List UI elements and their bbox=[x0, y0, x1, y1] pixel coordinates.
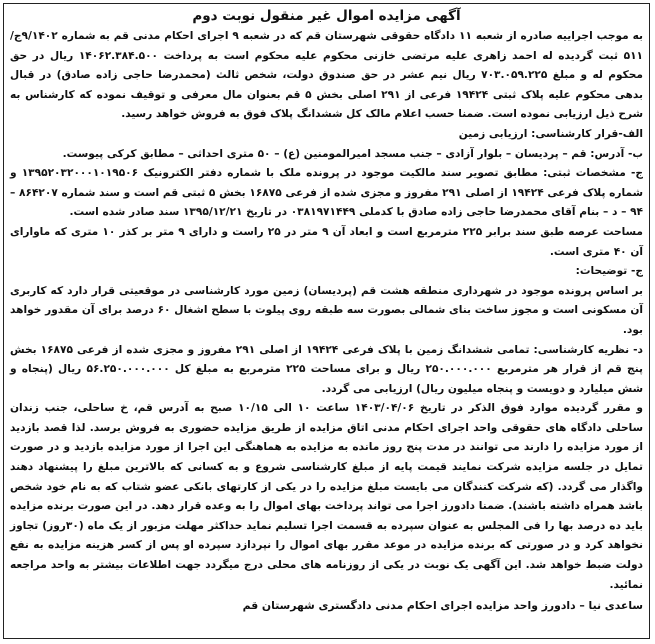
intro-paragraph: به موجب اجراییه صادره از شعبه ۱۱ دادگاه حقوقی شهرستان قم که در شعبه ۹ اجرای احکام مدنی قم به شماره ۹/۱۴۰۲ج/۵۱۱ ثبت گردیده له احمد زاهری علیه مرتضی خازنی محکوم علیه محکوم است به پرداخت ۱۴۰۶۲.۳۸۴.۵۰۰ ریال در حق محکوم له و مبلغ ۷۰۳.۰۵۹.۲۲۵ ریال نیم عشر در حق صندوق دولت، شخص ثالث (محمدرضا حاجی زاده صادق) در قبال بدهی محکوم علیه پلاک ثبتی ۱۹۴۲۴ فرعی از ۲۹۱ اصلی بخش ۵ قم بعنوان مال معرفی و توقیف نموده که کارشناس به شرح ذیل ارزیابی نموده است. ضمنا حسب اعلام مالک کل ششدانگ پلاک فوق به فروش خواهد رسید. bbox=[10, 30, 644, 121]
notice-body bbox=[10, 27, 643, 595]
area-paragraph: مساحت عرصه طبق سند برابر ۲۲۵ مترمربع است و ابعاد آن ۹ متر در ۲۵ راست و دارای ۹ متر بر کذر ۱۰ متری که ماوارای آن ۴۰ متری است. bbox=[10, 225, 643, 258]
registration-details-paragraph: ج- مشخصات ثبتی: مطابق تصویر سند مالکیت موجود در پرونده ملک با شماره دفتر الکترونیک ۱۳۹۵۲۰۳۲۰۰۰۱۰۱۹۵۰۶ و شماره پلاک فرعی ۱۹۴۲۴ از اصلی ۲۹۱ مفروز و مجزی شده از فرعی ۱۶۸۷۵ بخش ۵ ثبتی قم است و سند شماره ۸۶۴۲۰۷ – ۹۴ – د – بنام آقای محمدرضا حاجی زاده صادق با کدملی ۰۳۸۱۹۷۱۴۴۹ در تاریخ ۱۳۹۵/۱۲/۲۱ سند صادر شده است. bbox=[10, 167, 643, 219]
municipality-paragraph: بر اساس پرونده موجود در شهرداری منطقه هشت قم (پردیسان) زمین مورد کارشناسی در موقعیتی قرار دارد که کاربری آن مسکونی است و مجوز ساخت بنای شمالی بصورت سه طبقه روی پیلوت با سطح اشغال ۶۰ درصد برای آن مقدور خواهد بود. bbox=[10, 284, 644, 336]
auction-terms-paragraph: و مقرر گردیده موارد فوق الذکر در تاریخ ۱۴۰۳/۰۴/۰۶ ساعت ۱۰ الی ۱۰/۱۵ صبح به آدرس قم، خ ساحلی، جنب زندان ساحلی دادگاه های حقوقی واحد اجرای احکام مدنی اتاق مزایده از طریق مزایده حضوری به فروش برسد. لذا قصد بازدید از مورد مزایده را دارند می توانند در مدت پنج روز مانده به مزایده به هماهنگی این اجرا از مورد مزایده بازدید و در صورت تمایل در جلسه مزایده شرکت نمایند قیمت پایه از مبلغ کارشناسی شروع و به کسانی که بالاترین مبلغ را پیشنهاد دهند واگذار می گردد. (که شرکت کنندگان می بایست مبلغ مزایده را در یکی از کارتهای بانکی عضو شتاب که به نام خود شخص باشد همراه داشته باشند). ضمنا دادورز اجرا می تواند پرداخت بهای اموال را به وعده قرار دهد. در این صورت برنده مزایده باید ده درصد بها را فی المجلس به عنوان سپرده به قسمت اجرا تسلیم نماید حداکثر مهلت مزبور از یک ماه (۳۰روز) تجاوز نخواهد کرد و در صورتی که برنده مزایده در موعد مقرر بهای اموال را نپردازد سپرده او پس از کسر هزینه مزایده به نفع دولت ضبط خواهد شد. این آگهی یک نوبت در یکی از روزنامه های محلی درج میگردد جهت اطلاعات بیشتر به واحد مراجعه نمائید. bbox=[10, 402, 644, 591]
signature-line: ساعدی نیا – دادورز واحد مزایده اجرای احکام مدنی دادگستری شهرستان قم bbox=[242, 599, 643, 613]
notice-title: آگهی مزایده اموال غیر منقول نوبت دوم bbox=[192, 8, 461, 24]
explanations-heading: ج- توضیحات: bbox=[575, 265, 643, 278]
notice-frame bbox=[3, 3, 650, 639]
address-line: ب- آدرس: قم – پردیسان – بلوار آزادی – جنب مسجد امیرالمومنین (ع) – ۵۰ متری احداثی – مطابق کرکی پیوست. bbox=[62, 147, 643, 160]
expert-opinion-paragraph: د- نظریه کارشناسی: تمامی ششدانگ زمین با پلاک فرعی ۱۹۴۲۴ از اصلی ۲۹۱ مفروز و مجزی شده از فرعی ۱۶۸۷۵ بخش پنج قم از قرار هر مترمربع ۲۵۰.۰۰۰.۰۰۰ ریال و برای مساحت ۲۲۵ مترمربع به مبلغ کل ۵۶.۲۵۰.۰۰۰.۰۰۰ ریال (پنجاه و شش میلیارد و دویست و پنجاه میلیون ریال) ارزیابی می گردد. bbox=[10, 343, 643, 395]
expert-order-line: الف-قرار کارشناسی: ارزیابی زمین bbox=[458, 127, 643, 140]
